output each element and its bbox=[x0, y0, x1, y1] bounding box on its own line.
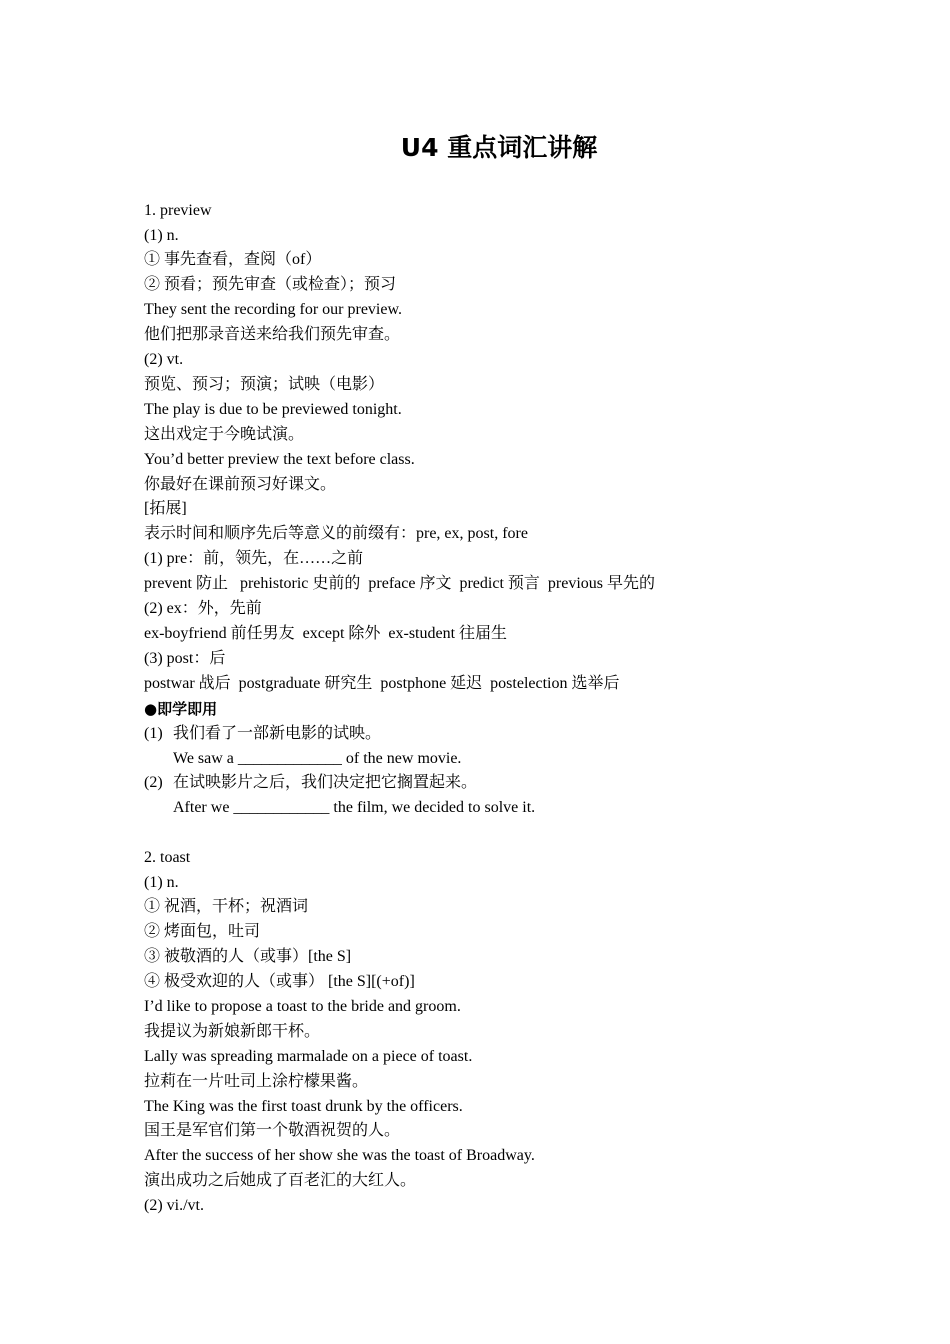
example-sentence: After the success of her show she was the toast of Broadway. bbox=[144, 1147, 535, 1164]
example-translation: 你最好在课前预习好课文。 bbox=[144, 476, 337, 493]
sense-label: (1) n. bbox=[144, 874, 179, 891]
exercise-number: (1) bbox=[144, 725, 163, 742]
prefix-examples: postwar 战后 postgraduate 研究生 postphone 延迟 postelection 选举后 bbox=[144, 675, 620, 692]
extension-intro: 表示时间和顺序先后等意义的前缀有：pre, ex, post, fore bbox=[144, 525, 528, 542]
page-title: U4 重点词汇讲解 bbox=[400, 133, 598, 162]
example-translation: 他们把那录音送来给我们预先审查。 bbox=[144, 326, 401, 343]
example-sentence: The King was the first toast drunk by the officers. bbox=[144, 1098, 463, 1115]
exercise-item bbox=[144, 772, 477, 794]
sense-label: (2) vt. bbox=[144, 351, 184, 368]
prefix-heading: (3) post：后 bbox=[144, 650, 226, 667]
example-translation: 这出戏定于今晚试演。 bbox=[144, 426, 305, 443]
definition-line: ③ 被敬酒的人（或事）[the S] bbox=[144, 948, 352, 965]
exercise-prompt: 我们看了一部新电影的试映。 bbox=[173, 725, 382, 742]
sense-label: (2) vi./vt. bbox=[144, 1197, 204, 1214]
example-translation: 拉莉在一片吐司上涂柠檬果酱。 bbox=[144, 1073, 369, 1090]
prefix-heading: (2) ex：外，先前 bbox=[144, 600, 262, 617]
example-translation: 我提议为新娘新郎干杯。 bbox=[144, 1023, 321, 1040]
prefix-examples: prevent 防止 prehistoric 史前的 preface 序文 predict 预言 previous 早先的 bbox=[144, 575, 655, 592]
example-sentence: I’d like to propose a toast to the bride and groom. bbox=[144, 998, 461, 1015]
example-sentence: You’d better preview the text before class. bbox=[144, 451, 415, 468]
definition-line: 预览、预习；预演；试映（电影） bbox=[144, 376, 385, 393]
prefix-examples: ex-boyfriend 前任男友 except 除外 ex-student 往届生 bbox=[144, 625, 508, 642]
exercise-number: (2) bbox=[144, 774, 163, 791]
sense-label: (1) n. bbox=[144, 227, 179, 244]
exercise-blank-sentence: We saw a _____________ of the new movie. bbox=[173, 750, 462, 767]
definition-line: ① 祝酒，干杯；祝酒词 bbox=[144, 898, 309, 915]
practice-heading: ●即学即用 bbox=[144, 700, 218, 718]
entry-heading-toast: 2. toast bbox=[144, 849, 191, 866]
exercise-blank-sentence: After we ____________ the film, we decided to solve it. bbox=[173, 799, 536, 816]
extension-label: [拓展] bbox=[144, 500, 187, 517]
exercise-prompt: 在试映影片之后，我们决定把它搁置起来。 bbox=[173, 774, 478, 791]
example-translation: 国王是军官们第一个敬酒祝贺的人。 bbox=[144, 1122, 401, 1139]
example-sentence: Lally was spreading marmalade on a piece of toast. bbox=[144, 1048, 473, 1065]
definition-line: ② 烤面包，吐司 bbox=[144, 923, 261, 940]
definition-line: ② 预看；预先审查（或检查）；预习 bbox=[144, 276, 397, 293]
entry-heading-preview: 1. preview bbox=[144, 202, 212, 219]
example-sentence: They sent the recording for our preview. bbox=[144, 301, 402, 318]
exercise-item bbox=[144, 723, 381, 745]
definition-line: ④ 极受欢迎的人（或事） [the S][(+of)] bbox=[144, 973, 415, 990]
definition-line: ① 事先查看，查阅（of） bbox=[144, 251, 322, 268]
example-translation: 演出成功之后她成了百老汇的大红人。 bbox=[144, 1172, 417, 1189]
prefix-heading: (1) pre：前，领先，在……之前 bbox=[144, 550, 364, 567]
example-sentence: The play is due to be previewed tonight. bbox=[144, 401, 402, 418]
